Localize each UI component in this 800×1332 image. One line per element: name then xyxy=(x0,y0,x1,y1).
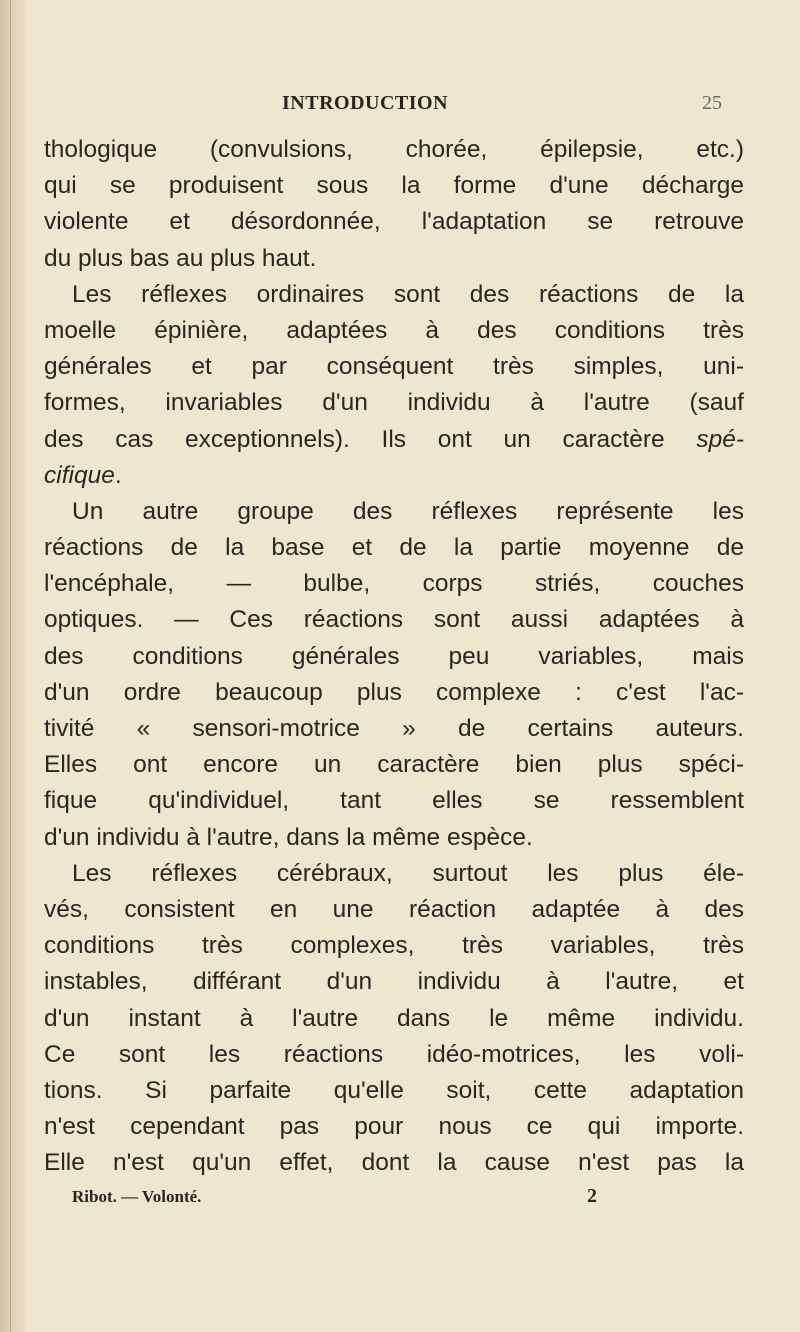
text-segment: . xyxy=(114,461,122,489)
sheet-number: 2 xyxy=(587,1185,597,1208)
text-line: d'un individu à l'autre, dans la même espèce. xyxy=(44,823,533,851)
text-line: d'un instant à l'autre dans le même individu. xyxy=(44,1004,744,1032)
text-line: des conditions générales peu variables, mais xyxy=(44,642,744,670)
text-line: tivité « sensori-motrice » de certains auteurs. xyxy=(44,715,744,742)
gutter-edge-line xyxy=(10,0,11,1332)
text-line: violente et désordonnée, l'adaptation se retrouve xyxy=(44,208,744,236)
text-line: moelle épinière, adaptées à des conditions très xyxy=(44,316,744,344)
italic-word: spé- xyxy=(696,425,744,453)
page-gutter xyxy=(0,0,26,1332)
book-page xyxy=(44,86,744,1215)
signature-mark: Ribot. — Volonté. xyxy=(72,1187,202,1207)
text-line: Un autre groupe des réflexes représente les xyxy=(72,497,744,525)
body-text xyxy=(44,132,744,1181)
text-line: instables, différant d'un individu à l'autre, et xyxy=(44,968,744,996)
text-line: Les réflexes ordinaires sont des réactions de la xyxy=(72,280,744,308)
text-line: qui se produisent sous la forme d'une décharge xyxy=(44,172,744,200)
text-line: Ce sont les réactions idéo-motrices, les voli- xyxy=(44,1040,744,1068)
text-line: l'encéphale, — bulbe, corps striés, couches xyxy=(44,570,744,598)
text-line: du plus bas au plus haut. xyxy=(44,244,317,272)
text-line: fique qu'individuel, tant elles se ressemblent xyxy=(44,787,744,815)
text-line: générales et par conséquent très simples, uni- xyxy=(44,353,744,381)
text-line xyxy=(44,458,744,494)
text-line: réactions de la base et de la partie moyenne de xyxy=(44,534,744,562)
text-line: Les réflexes cérébraux, surtout les plus éle- xyxy=(72,859,744,887)
text-line: thologique (convulsions, chorée, épilepsie, etc.) xyxy=(44,136,744,163)
text-line: n'est cependant pas pour nous ce qui importe. xyxy=(44,1113,744,1141)
text-line xyxy=(44,422,744,458)
text-line: optiques. — Ces réactions sont aussi adaptées à xyxy=(44,606,744,634)
text-line: Elles ont encore un caractère bien plus spéci- xyxy=(44,751,744,779)
text-line: conditions très complexes, très variables, très xyxy=(44,932,744,960)
running-head xyxy=(44,86,744,126)
text-segment: des cas exceptionnels). Ils ont un caractère xyxy=(44,425,665,453)
text-line: formes, invariables d'un individu à l'autre (sauf xyxy=(44,389,744,417)
text-line: tions. Si parfaite qu'elle soit, cette adaptation xyxy=(44,1076,744,1104)
page-number: 25 xyxy=(702,92,722,114)
text-line: Elle n'est qu'un effet, dont la cause n'est pas la xyxy=(44,1149,744,1177)
text-line: vés, consistent en une réaction adaptée à des xyxy=(44,895,744,923)
running-title: INTRODUCTION xyxy=(282,92,449,114)
italic-word: cifique xyxy=(44,461,115,489)
page-footer xyxy=(44,1183,744,1215)
text-line: d'un ordre beaucoup plus complexe : c'est l'ac- xyxy=(44,678,744,706)
